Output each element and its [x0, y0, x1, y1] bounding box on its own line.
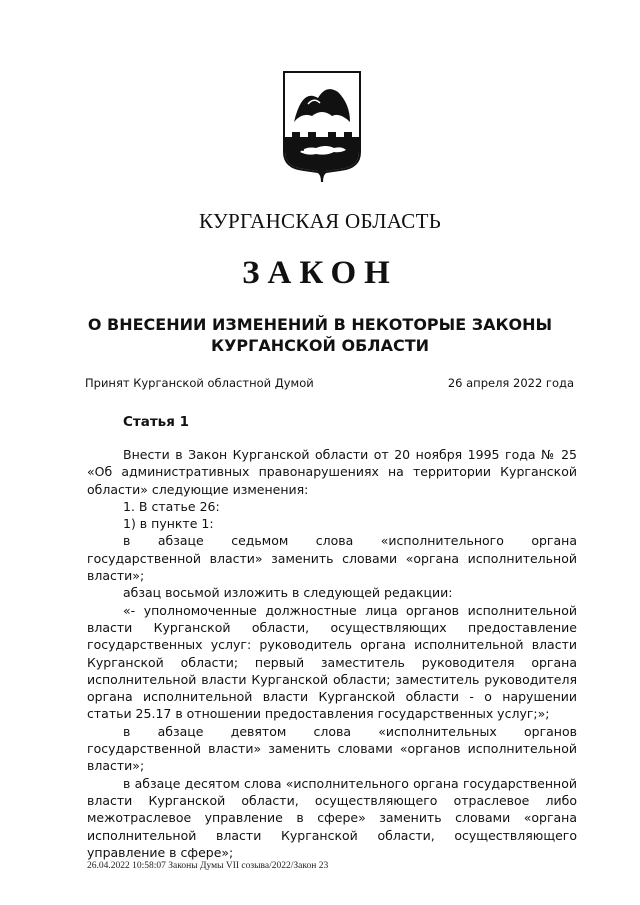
paragraph: Внести в Закон Курганской области от 20 ноября 1995 года № 25 «Об административных правонарушениях на территории Курганской области» следующие изменения: — [87, 447, 577, 497]
paragraph: «- уполномоченные должностные лица органов исполнительной власти Курганской области, осуществляющих предоставление государственных услуг: руководитель органа исполнительной власти Курганской области; первый заместитель руководителя органа исполнительной власти Курганской области; заместитель руководителя органа исполнительной власти Курганской области - о нарушении статьи 25.17 в отношении предоставления государственных услуг;»; — [87, 602, 577, 722]
article-heading: Статья 1 — [123, 414, 189, 430]
article-body — [87, 446, 577, 861]
paragraph: в абзаце седьмом слова «исполнительного органа государственной власти» заменить словами «органа исполнительной власти»; — [87, 533, 577, 584]
kurgan-coat-of-arms-icon — [282, 70, 362, 185]
paragraph: 1) в пункте 1: — [123, 516, 214, 532]
paragraph: в абзаце десятом слова «исполнительного органа государственной власти Курганской области, осуществляющего отраслевое либо межотраслевое управление в сфере» заменить словами «органа исполнительной власти Курганской области, осуществляющего управление в сфере»; — [87, 775, 577, 860]
region-title: КУРГАНСКАЯ ОБЛАСТЬ — [198, 209, 442, 233]
adopted-by-text: Принят Курганской областной Думой — [85, 376, 314, 390]
paragraph: 1. В статье 26: — [123, 498, 220, 514]
paragraph: абзац восьмой изложить в следующей редакции: — [123, 585, 453, 601]
adoption-date: 26 апреля 2022 года — [447, 376, 574, 390]
paragraph: в абзаце девятом слова «исполнительных органов государственной власти» заменить словами «органов исполнительной власти»; — [87, 723, 577, 774]
document-subject: О ВНЕСЕНИИ ИЗМЕНЕНИЙ В НЕКОТОРЫЕ ЗАКОНЫ КУРГАНСКОЙ ОБЛАСТИ — [87, 315, 553, 355]
document-type-title: ЗАКОН — [242, 255, 398, 291]
footer-stamp: 26.04.2022 10:58:07 Законы Думы VII созыва/2022/Закон 23 — [87, 861, 329, 871]
